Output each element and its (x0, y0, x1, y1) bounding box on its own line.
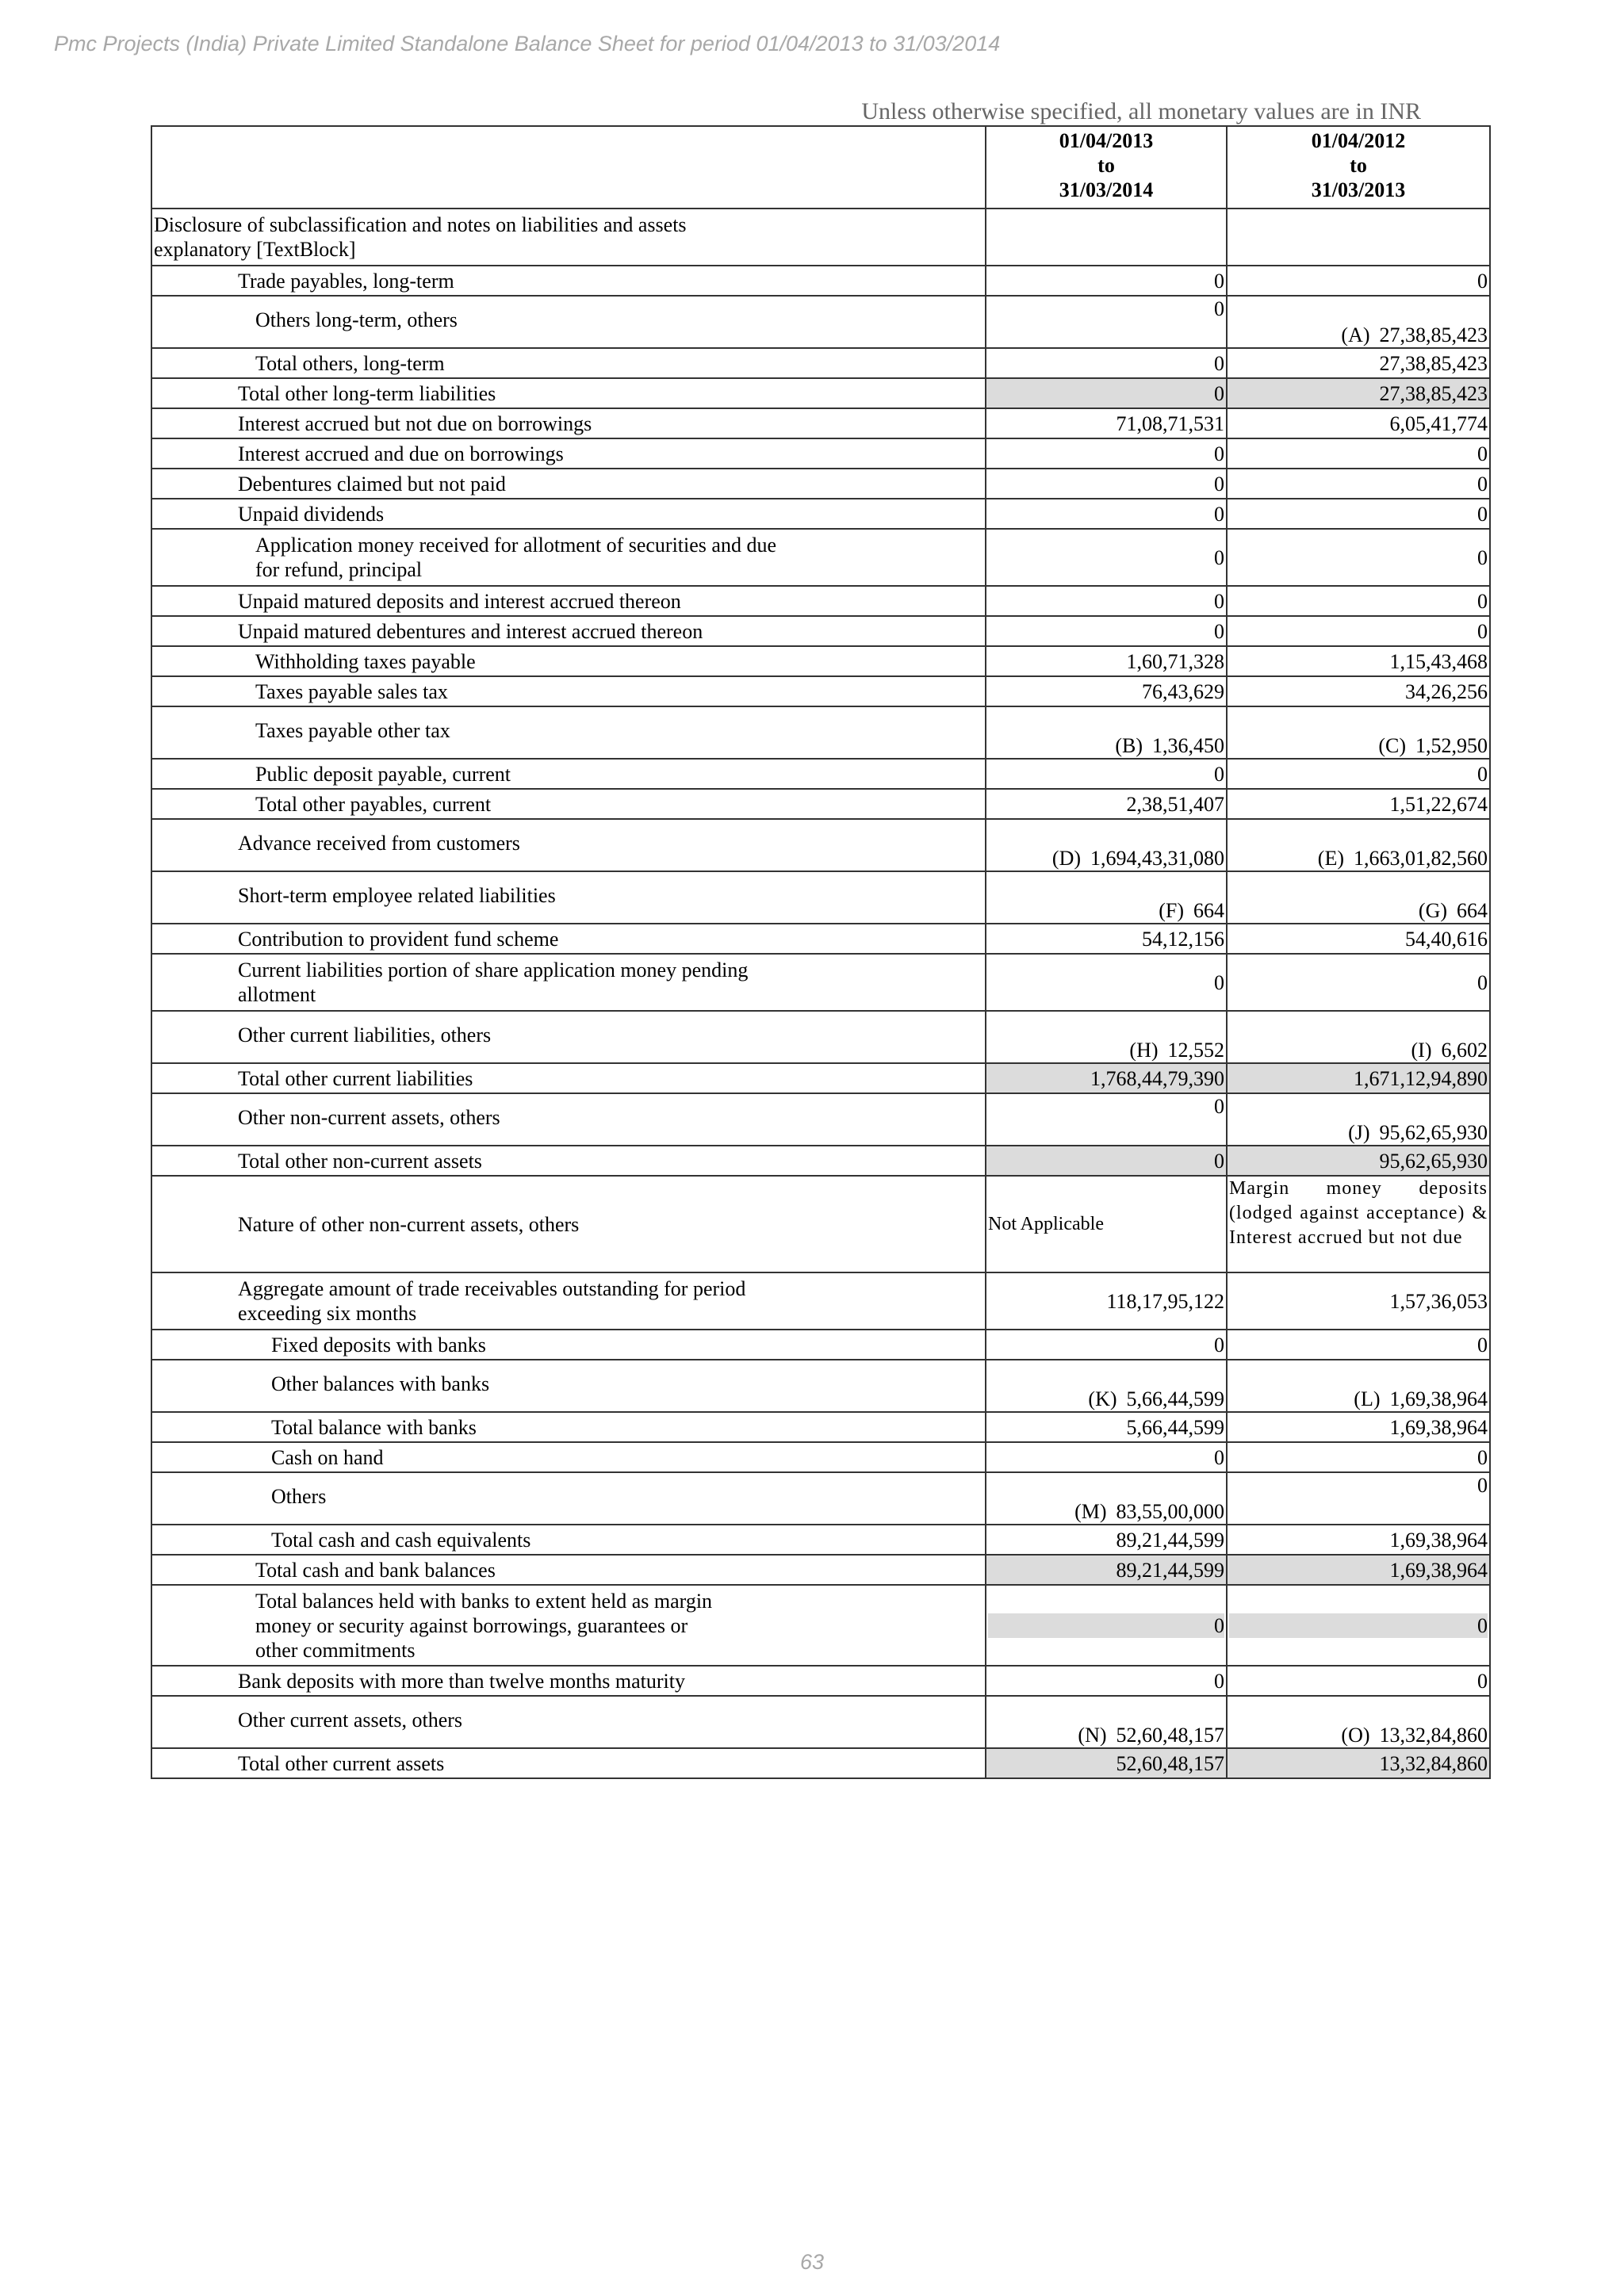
row-label: Others (151, 1472, 986, 1525)
value-previous (1227, 1093, 1490, 1146)
value-text: 0 (1477, 1445, 1488, 1469)
row-label: Other balances with banks (151, 1360, 986, 1412)
value-text: 0 (1214, 1669, 1224, 1693)
value-current (986, 1093, 1227, 1146)
value-current (986, 759, 1227, 789)
value-previous (1227, 1412, 1490, 1442)
table-row (151, 1093, 1490, 1146)
value-current (986, 871, 1227, 924)
value-current (986, 348, 1227, 378)
value-current (986, 1748, 1227, 1778)
value-text: 0 (1214, 1445, 1224, 1469)
page-header: Pmc Projects (India) Private Limited Standalone Balance Sheet for period 01/04/2013 to 31/03/2014 (54, 32, 1001, 55)
row-label: Total cash and cash equivalents (151, 1525, 986, 1555)
value-current (986, 469, 1227, 499)
row-label: Unpaid dividends (151, 499, 986, 529)
table-row (151, 438, 1490, 469)
value-text: 0 (1214, 1613, 1224, 1637)
value-text: 0 (1214, 297, 1224, 320)
value-current (986, 1696, 1227, 1748)
row-label: Public deposit payable, current (151, 759, 986, 789)
row-label: Nature of other non-current assets, others (151, 1176, 986, 1272)
value-text: 1,768,44,79,390 (1090, 1066, 1224, 1090)
value-text: 2,38,51,407 (1126, 792, 1224, 816)
table-row (151, 266, 1490, 296)
value-text: 5,66,44,599 (1126, 1415, 1224, 1439)
value-text: 5,66,44,599 (1126, 1387, 1224, 1410)
table-row (151, 789, 1490, 819)
footnote-ref: (G) (1418, 899, 1447, 922)
value-text: 1,69,38,964 (1389, 1415, 1488, 1439)
table-row (151, 1011, 1490, 1063)
value-text: 95,62,65,930 (1379, 1121, 1488, 1144)
value-text: 27,38,85,423 (1379, 351, 1488, 375)
value-current (986, 646, 1227, 676)
value-text: 0 (1214, 502, 1224, 526)
value-current (986, 616, 1227, 646)
value-previous (1227, 1360, 1490, 1412)
value-text: 0 (1477, 269, 1488, 293)
value-text: 0 (1214, 381, 1224, 405)
value-current (986, 1666, 1227, 1696)
value-previous (1227, 1696, 1490, 1748)
value-text: 27,38,85,423 (1379, 323, 1488, 346)
row-label: Aggregate amount of trade receivables outstanding for period exceeding six months (151, 1272, 986, 1330)
row-label: Interest accrued but not due on borrowings (151, 408, 986, 438)
value-current (986, 789, 1227, 819)
value-previous (1227, 348, 1490, 378)
table-row (151, 408, 1490, 438)
row-label: Taxes payable other tax (151, 706, 986, 759)
footnote-ref: (L) (1354, 1387, 1381, 1410)
value-text: 0 (1477, 1474, 1488, 1497)
value-previous (1227, 529, 1490, 586)
row-label: Unpaid matured deposits and interest accrued thereon (151, 586, 986, 616)
value-text: 76,43,629 (1142, 679, 1224, 703)
value-text: 0 (1214, 1095, 1224, 1118)
row-label: Other non-current assets, others (151, 1093, 986, 1146)
row-label: Interest accrued and due on borrowings (151, 438, 986, 469)
row-label: Contribution to provident fund scheme (151, 924, 986, 954)
value-previous (1227, 1666, 1490, 1696)
value-current (986, 1176, 1227, 1272)
table-row (151, 706, 1490, 759)
value-previous (1227, 1472, 1490, 1525)
footnote-ref: (N) (1078, 1724, 1107, 1747)
page-number: 63 (799, 2250, 825, 2274)
value-previous (1227, 438, 1490, 469)
period-to: to (1350, 154, 1367, 177)
blank-cell (1227, 209, 1490, 266)
period-to: to (1097, 154, 1115, 177)
value-text: 664 (1457, 899, 1488, 922)
value-text: 1,36,450 (1152, 734, 1224, 757)
value-text: 0 (1214, 762, 1224, 786)
value-current (986, 1360, 1227, 1412)
table-header-row (151, 126, 1490, 209)
row-label: Total other long-term liabilities (151, 378, 986, 408)
row-label: Advance received from customers (151, 819, 986, 871)
value-text: 1,69,38,964 (1389, 1558, 1488, 1582)
row-label: Cash on hand (151, 1442, 986, 1472)
value-text: 0 (1477, 442, 1488, 465)
value-text: 54,12,156 (1142, 927, 1224, 951)
value-current (986, 1011, 1227, 1063)
value-text: 89,21,44,599 (1116, 1558, 1224, 1582)
footnote-ref: (H) (1129, 1039, 1159, 1062)
value-previous (1227, 759, 1490, 789)
footnote-ref: (D) (1051, 847, 1081, 870)
value-text: 0 (1477, 762, 1488, 786)
value-text: 0 (1214, 970, 1224, 994)
value-text: Not Applicable (988, 1213, 1104, 1234)
value-current (986, 529, 1227, 586)
value-text: 34,26,256 (1405, 679, 1488, 703)
value-previous (1227, 871, 1490, 924)
value-previous (1227, 469, 1490, 499)
row-label: Withholding taxes payable (151, 646, 986, 676)
value-previous (1227, 1330, 1490, 1360)
table-row (151, 871, 1490, 924)
value-text: 0 (1477, 970, 1488, 994)
value-current (986, 499, 1227, 529)
period-end: 31/03/2014 (1059, 178, 1154, 201)
value-current (986, 706, 1227, 759)
table-row (151, 529, 1490, 586)
value-text: 0 (1477, 472, 1488, 496)
value-current (986, 819, 1227, 871)
value-text: 6,05,41,774 (1389, 411, 1488, 435)
row-label: Total balance with banks (151, 1412, 986, 1442)
value-current (986, 924, 1227, 954)
blank-cell (986, 209, 1227, 266)
value-current (986, 676, 1227, 706)
row-label: Total balances held with banks to extent held as margin money or security against borrowings, guarantees or other commitments (151, 1585, 986, 1666)
value-text: 0 (1214, 589, 1224, 613)
value-text: 1,51,22,674 (1389, 792, 1488, 816)
value-text: 0 (1477, 589, 1488, 613)
value-text: 52,60,48,157 (1116, 1724, 1224, 1747)
value-previous (1227, 1011, 1490, 1063)
value-text: 0 (1214, 472, 1224, 496)
row-label: Fixed deposits with banks (151, 1330, 986, 1360)
row-label: Total others, long-term (151, 348, 986, 378)
table-row (151, 1442, 1490, 1472)
value-previous (1227, 586, 1490, 616)
footnote-ref: (J) (1348, 1121, 1370, 1144)
table-row (151, 759, 1490, 789)
value-text: 1,60,71,328 (1126, 649, 1224, 673)
value-text: 0 (1477, 502, 1488, 526)
value-current (986, 1442, 1227, 1472)
value-previous (1227, 1176, 1490, 1272)
value-current (986, 586, 1227, 616)
value-text: 52,60,48,157 (1116, 1751, 1224, 1775)
table-row (151, 1472, 1490, 1525)
shaded-value-bar (988, 1613, 1224, 1638)
shaded-value-bar (1229, 1613, 1488, 1638)
table-row (151, 1330, 1490, 1360)
value-text: 1,52,950 (1415, 734, 1488, 757)
value-text: 0 (1214, 1333, 1224, 1357)
table-row (151, 1146, 1490, 1176)
value-previous (1227, 1442, 1490, 1472)
footnote-ref: (I) (1411, 1039, 1432, 1062)
table-row (151, 1585, 1490, 1666)
row-label: Short-term employee related liabilities (151, 871, 986, 924)
value-text: 118,17,95,122 (1106, 1289, 1224, 1313)
value-previous (1227, 1555, 1490, 1585)
period-header-current (986, 126, 1227, 209)
value-previous (1227, 408, 1490, 438)
table-row (151, 1360, 1490, 1412)
value-text: 1,663,01,82,560 (1354, 847, 1488, 870)
header-blank-cell (151, 126, 986, 209)
value-text: 0 (1214, 351, 1224, 375)
value-text: 1,15,43,468 (1389, 649, 1488, 673)
value-current (986, 408, 1227, 438)
value-text: 1,694,43,31,080 (1090, 847, 1224, 870)
value-text: 89,21,44,599 (1116, 1528, 1224, 1552)
value-text: 13,32,84,860 (1379, 1724, 1488, 1747)
value-current (986, 1330, 1227, 1360)
footnote-ref: (O) (1341, 1724, 1370, 1747)
value-previous (1227, 1063, 1490, 1093)
value-current (986, 954, 1227, 1011)
value-previous (1227, 296, 1490, 348)
value-text: 27,38,85,423 (1379, 381, 1488, 405)
value-text: 0 (1477, 1333, 1488, 1357)
table-row (151, 469, 1490, 499)
row-label: Debentures claimed but not paid (151, 469, 986, 499)
row-label: Total cash and bank balances (151, 1555, 986, 1585)
table-row (151, 616, 1490, 646)
value-text: 1,57,36,053 (1389, 1289, 1488, 1313)
row-label: Taxes payable sales tax (151, 676, 986, 706)
value-text: 1,69,38,964 (1389, 1528, 1488, 1552)
value-previous (1227, 646, 1490, 676)
row-label: Unpaid matured debentures and interest accrued thereon (151, 616, 986, 646)
table-row (151, 1748, 1490, 1778)
footnote-ref: (C) (1378, 734, 1406, 757)
table-row (151, 676, 1490, 706)
value-text: Margin money deposits (lodged against acceptance) & Interest accrued but not due (1229, 1178, 1488, 1248)
footnote-ref: (B) (1115, 734, 1143, 757)
value-current (986, 1412, 1227, 1442)
period-start: 01/04/2013 (1059, 129, 1154, 152)
value-previous (1227, 706, 1490, 759)
value-text: 1,69,38,964 (1389, 1387, 1488, 1410)
value-text: 13,32,84,860 (1379, 1751, 1488, 1775)
section-title: Disclosure of subclassification and notes on liabilities and assets explanatory [TextBlock] (151, 209, 986, 266)
period-end: 31/03/2013 (1311, 178, 1406, 201)
value-text: 54,40,616 (1405, 927, 1488, 951)
value-text: 0 (1214, 1149, 1224, 1173)
row-label: Total other current assets (151, 1748, 986, 1778)
table-row (151, 1525, 1490, 1555)
row-label: Current liabilities portion of share application money pending allotment (151, 954, 986, 1011)
value-previous (1227, 954, 1490, 1011)
footnote-ref: (E) (1317, 847, 1344, 870)
table-row (151, 924, 1490, 954)
table-row (151, 1063, 1490, 1093)
table-row (151, 1412, 1490, 1442)
value-current (986, 1585, 1227, 1666)
row-label: Application money received for allotment of securities and due for refund, principal (151, 529, 986, 586)
value-text: 0 (1477, 545, 1488, 569)
table-row (151, 1555, 1490, 1585)
value-text: 6,602 (1441, 1039, 1488, 1062)
table-row (151, 1272, 1490, 1330)
value-text: 0 (1477, 1613, 1488, 1637)
table-row (151, 954, 1490, 1011)
table-row (151, 378, 1490, 408)
value-previous (1227, 676, 1490, 706)
row-label: Others long-term, others (151, 296, 986, 348)
table-row (151, 348, 1490, 378)
value-current (986, 1272, 1227, 1330)
footnote-ref: (A) (1341, 323, 1370, 346)
value-current (986, 1555, 1227, 1585)
value-text: 0 (1214, 269, 1224, 293)
table-row (151, 646, 1490, 676)
value-text: 95,62,65,930 (1379, 1149, 1488, 1173)
period-header-previous (1227, 126, 1490, 209)
value-current (986, 1146, 1227, 1176)
currency-note: Unless otherwise specified, all monetary values are in INR (861, 98, 1421, 124)
row-label: Other current liabilities, others (151, 1011, 986, 1063)
row-label: Total other current liabilities (151, 1063, 986, 1093)
footnote-ref: (K) (1088, 1387, 1117, 1410)
row-label: Trade payables, long-term (151, 266, 986, 296)
value-previous (1227, 789, 1490, 819)
value-previous (1227, 378, 1490, 408)
table-row (151, 819, 1490, 871)
value-current (986, 438, 1227, 469)
section-title-row (151, 209, 1490, 266)
row-label: Total other non-current assets (151, 1146, 986, 1176)
value-text: 0 (1477, 619, 1488, 643)
value-text: 71,08,71,531 (1116, 411, 1224, 435)
value-text: 1,671,12,94,890 (1354, 1066, 1488, 1090)
value-text: 12,552 (1167, 1039, 1224, 1062)
table-row (151, 1666, 1490, 1696)
value-current (986, 296, 1227, 348)
value-current (986, 378, 1227, 408)
value-current (986, 1063, 1227, 1093)
row-label: Total other payables, current (151, 789, 986, 819)
row-label: Other current assets, others (151, 1696, 986, 1748)
value-previous (1227, 1146, 1490, 1176)
value-text: 664 (1193, 899, 1224, 922)
value-previous (1227, 1525, 1490, 1555)
value-previous (1227, 266, 1490, 296)
value-text: 0 (1214, 619, 1224, 643)
footnote-ref: (M) (1074, 1500, 1107, 1523)
value-previous (1227, 819, 1490, 871)
value-text: 0 (1214, 442, 1224, 465)
balance-sheet-table (151, 125, 1491, 1779)
value-previous (1227, 1748, 1490, 1778)
table-body (151, 266, 1490, 1778)
value-previous (1227, 924, 1490, 954)
value-current (986, 266, 1227, 296)
table-row (151, 1176, 1490, 1272)
value-text: 83,55,00,000 (1116, 1500, 1224, 1523)
period-start: 01/04/2012 (1311, 129, 1406, 152)
value-previous (1227, 1272, 1490, 1330)
value-text: 0 (1477, 1669, 1488, 1693)
value-current (986, 1472, 1227, 1525)
value-current (986, 1525, 1227, 1555)
value-text: 0 (1214, 545, 1224, 569)
value-previous (1227, 616, 1490, 646)
table-row (151, 296, 1490, 348)
table-row (151, 1696, 1490, 1748)
row-label: Bank deposits with more than twelve months maturity (151, 1666, 986, 1696)
table-row (151, 586, 1490, 616)
footnote-ref: (F) (1159, 899, 1184, 922)
value-previous (1227, 1585, 1490, 1666)
value-previous (1227, 499, 1490, 529)
table-row (151, 499, 1490, 529)
